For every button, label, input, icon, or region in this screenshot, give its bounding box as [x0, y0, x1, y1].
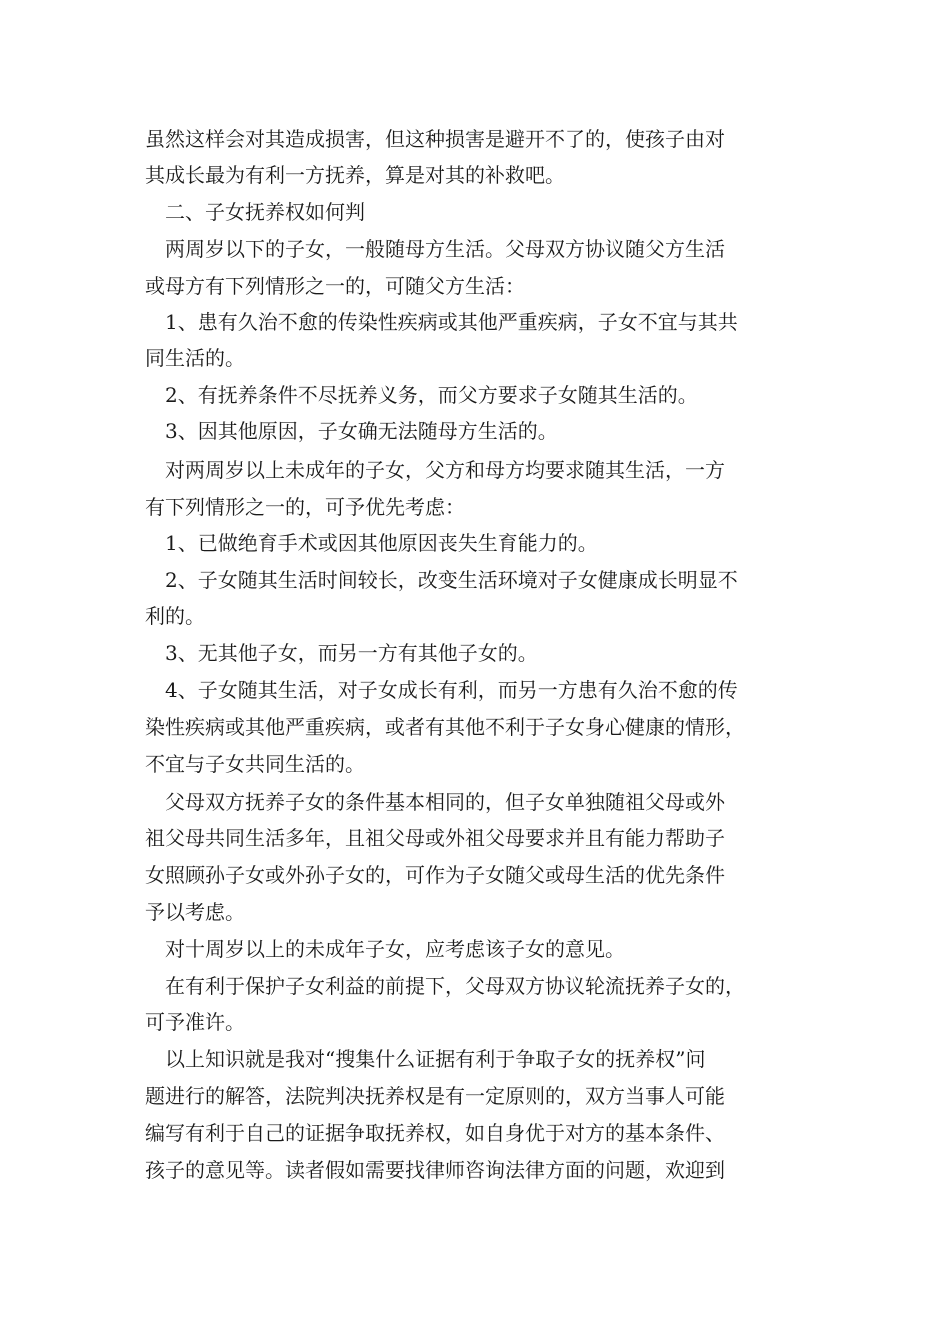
- text-line: 虽然这样会对其造成损害，但这种损害是避开不了的，使孩子由对: [145, 127, 725, 151]
- text-line: 对十周岁以上的未成年子女，应考虑该子女的意见。: [165, 937, 625, 961]
- text-line: 祖父母共同生活多年，且祖父母或外祖父母要求并且有能力帮助子: [145, 826, 725, 850]
- text-line: 女照顾孙子女或外孙子女的，可作为子女随父或母生活的优先条件: [145, 863, 725, 887]
- list-item: 3、无其他子女，而另一方有其他子女的。: [165, 641, 538, 665]
- text-line: 题进行的解答，法院判决抚养权是有一定原则的，双方当事人可能: [145, 1084, 725, 1108]
- list-item: 1、已做绝育手术或因其他原因丧失生育能力的。: [165, 531, 598, 555]
- text-line: 两周岁以下的子女，一般随母方生活。父母双方协议随父方生活: [165, 237, 725, 261]
- list-item: 4、子女随其生活，对子女成长有利，而另一方患有久治不愈的传: [165, 678, 738, 702]
- text-line: 或母方有下列情形之一的，可随父方生活：: [145, 274, 525, 298]
- list-item: 3、因其他原因，子女确无法随母方生活的。: [165, 419, 558, 443]
- text-line: 在有利于保护子女利益的前提下，父母双方协议轮流抚养子女的，: [165, 974, 745, 998]
- list-item: 2、子女随其生活时间较长，改变生活环境对子女健康成长明显不: [165, 568, 738, 592]
- text-line: 利的。: [145, 604, 205, 628]
- text-line: 其成长最为有利一方抚养，算是对其的补救吧。: [145, 163, 565, 187]
- text-line: 有下列情形之一的，可予优先考虑：: [145, 495, 465, 519]
- text-line: 以上知识就是我对“搜集什么证据有利于争取子女的抚养权”问: [165, 1047, 706, 1071]
- list-item: 2、有抚养条件不尽抚养义务，而父方要求子女随其生活的。: [165, 383, 698, 407]
- text-line: 可予准许。: [145, 1010, 245, 1034]
- text-line: 对两周岁以上未成年的子女，父方和母方均要求随其生活，一方: [165, 458, 725, 482]
- section-heading: 二、子女抚养权如何判: [165, 200, 365, 224]
- text-line: 孩子的意见等。读者假如需要找律师咨询法律方面的问题，欢迎到: [145, 1158, 725, 1182]
- text-line: 同生活的。: [145, 346, 245, 370]
- text-line: 编写有利于自己的证据争取抚养权，如自身优于对方的基本条件、: [145, 1121, 725, 1145]
- text-line: 予以考虑。: [145, 900, 245, 924]
- text-line: 不宜与子女共同生活的。: [145, 752, 365, 776]
- text-line: 染性疾病或其他严重疾病，或者有其他不利于子女身心健康的情形，: [145, 715, 745, 739]
- text-line: 父母双方抚养子女的条件基本相同的，但子女单独随祖父母或外: [165, 790, 725, 814]
- list-item: 1、患有久治不愈的传染性疾病或其他严重疾病，子女不宜与其共: [165, 310, 738, 334]
